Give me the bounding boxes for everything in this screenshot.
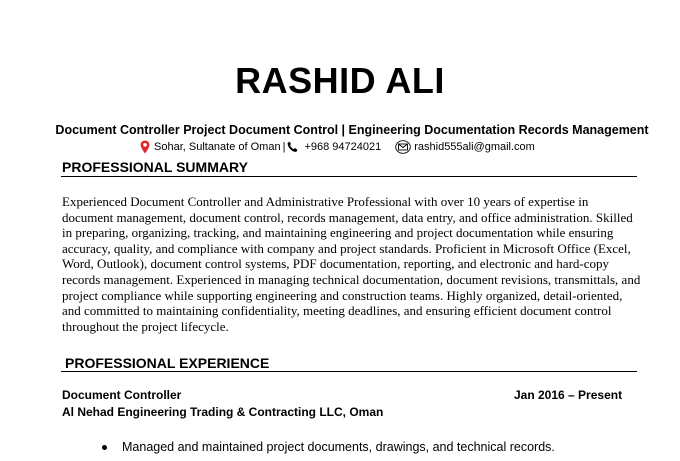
- job-title: Document Controller: [62, 388, 182, 402]
- experience-heading-rule: [61, 371, 637, 372]
- job-bullet-list: [100, 440, 555, 461]
- contact-email[interactable]: rashid555ali@gmail.com: [414, 141, 535, 153]
- job-dates: Jan 2016 – Present: [514, 388, 623, 402]
- phone-icon: [287, 141, 298, 153]
- summary-heading: PROFESSIONAL SUMMARY: [62, 159, 248, 175]
- bullet-dot-icon: [102, 445, 107, 450]
- summary-heading-rule: [61, 176, 637, 177]
- contact-separator: |: [282, 141, 286, 153]
- list-item: [100, 440, 555, 455]
- contact-line: [140, 140, 535, 154]
- candidate-name: RASHID ALI: [235, 60, 445, 101]
- job-company: Al Nehad Engineering Trading & Contracting LLC, Oman: [62, 405, 384, 419]
- summary-text: Experienced Document Controller and Administrative Professional with over 10 years of expertise in document management, document control, records management, data entry, and office administration. Skilled in preparing, organizing, tracking, and maintaining engineering and project documentation while ensuring accuracy, quality, and compliance with company and project standards. Proficient in Microsoft Office (Excel, Word, Outlook), document control systems, PDF documentation, reporting, and electronic and hard-copy records management. Experienced in managing technical documentation, document revisions, transmittals, and project compliance while supporting engineering and construction teams. Highly organized, detail-oriented, and committed to maintaining confidentiality, meeting deadlines, and ensuring efficient document control throughout the project lifecycle.: [62, 194, 641, 334]
- contact-phone: +968 94724021: [304, 141, 382, 153]
- map-pin-icon: [140, 140, 150, 154]
- professional-headline: Document Controller Project Document Control | Engineering Documentation Records Management: [55, 123, 649, 137]
- envelope-icon: [395, 140, 411, 154]
- experience-heading: PROFESSIONAL EXPERIENCE: [65, 355, 270, 371]
- bullet-text: Managed and maintained project documents, drawings, and technical records.: [122, 440, 555, 454]
- contact-location: Sohar, Sultanate of Oman: [154, 141, 281, 153]
